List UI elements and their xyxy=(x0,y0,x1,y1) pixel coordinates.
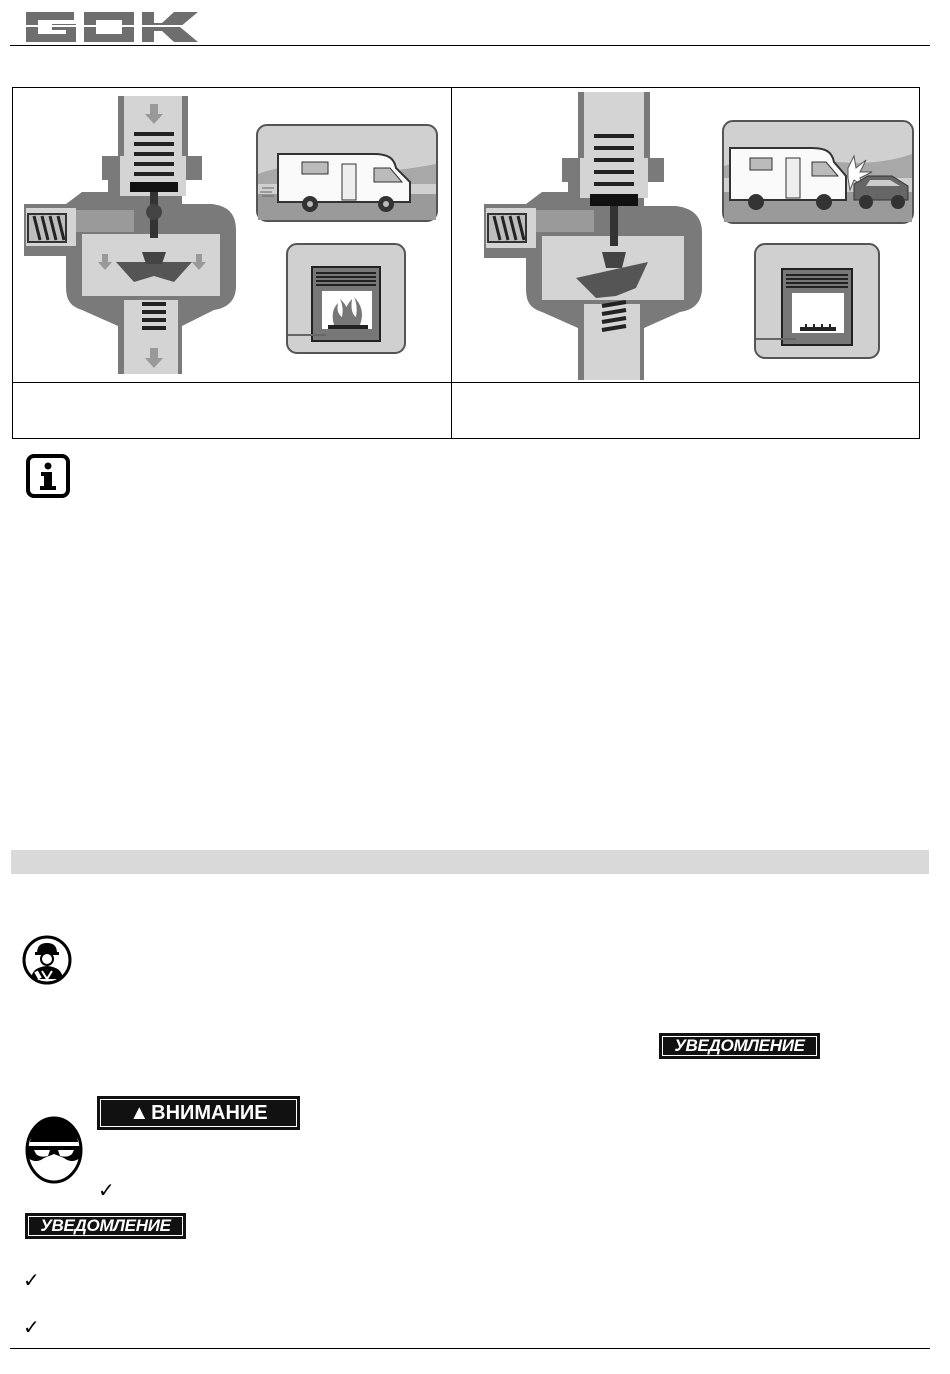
valve-closed-illustration xyxy=(484,92,706,380)
checkmark-icon: ✓ xyxy=(23,1268,40,1292)
info-icon xyxy=(24,454,72,498)
figure-caption-divider xyxy=(12,382,920,383)
heater-burner-off-illustration xyxy=(754,243,880,359)
warning-badge xyxy=(97,1096,300,1130)
header-rule xyxy=(10,45,930,46)
warning-badge-label: ВНИМАНИЕ xyxy=(151,1102,268,1124)
notice-badge: УВЕДОМЛЕНИЕ xyxy=(659,1033,820,1059)
notice-badge: УВЕДОМЛЕНИЕ xyxy=(25,1213,186,1239)
checkmark-icon: ✓ xyxy=(23,1315,40,1339)
figure-caption-right xyxy=(456,388,916,436)
section-heading-bar xyxy=(11,850,929,874)
figure-caption-left xyxy=(16,388,446,436)
footer-rule xyxy=(10,1348,930,1349)
camper-crash-illustration xyxy=(722,120,914,224)
gok-logo xyxy=(22,8,202,44)
warning-triangle-icon: ▲ xyxy=(129,1102,150,1124)
figure-column-divider xyxy=(451,87,452,439)
safety-goggles-icon xyxy=(24,1112,84,1184)
camper-driving-illustration xyxy=(256,124,438,222)
mechanic-icon xyxy=(22,935,72,985)
checkmark-icon: ✓ xyxy=(98,1178,115,1202)
valve-open-illustration xyxy=(24,96,238,374)
heater-burner-on-illustration xyxy=(286,243,406,354)
